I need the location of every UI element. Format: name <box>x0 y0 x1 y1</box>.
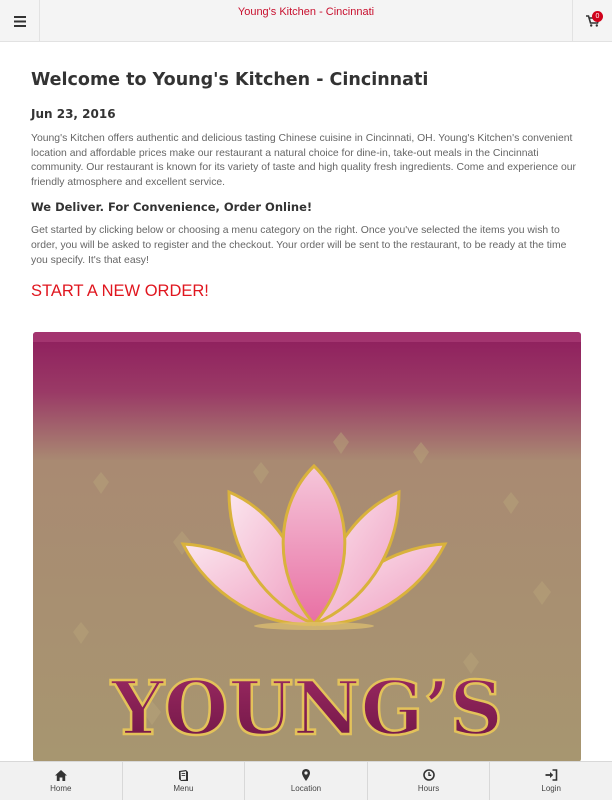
home-icon <box>55 769 67 781</box>
intro-paragraph: Young's Kitchen offers authentic and delicious tasting Chinese cuisine in Cincinnati, OH. Young's Kitchen's convenient location and affordable prices make our restaurant a natural choice for dine-in, take-out meals in the Cincinnati community. Our restaurant is known for its variety of taste and high quality fresh ingredients. Come and experience our friendly atmosphere and excellent service. <box>31 133 577 188</box>
site-title[interactable]: Young's Kitchen - Cincinnati <box>237 6 375 18</box>
post-date: Jun 23, 2016 <box>31 107 116 121</box>
cart-button[interactable] <box>572 0 612 42</box>
hamburger-icon <box>14 16 26 27</box>
young-logo-image <box>33 332 581 762</box>
page-title: Welcome to Young's Kitchen - Cincinnati <box>31 70 429 90</box>
start-order-link[interactable]: START A NEW ORDER! <box>31 282 209 301</box>
nav-hours[interactable] <box>368 762 491 800</box>
nav-login[interactable] <box>490 762 612 800</box>
nav-location[interactable] <box>245 762 368 800</box>
nav-login-label: Login <box>541 784 561 793</box>
nav-home[interactable] <box>0 762 123 800</box>
logo-text: YOUNG’S <box>111 666 503 752</box>
nav-home-label: Home <box>50 784 72 793</box>
sign-in-icon <box>545 769 558 781</box>
nav-hours-label: Hours <box>417 784 440 793</box>
book-icon <box>178 769 189 781</box>
main-content <box>31 68 582 301</box>
bottom-navigation <box>0 761 612 800</box>
menu-button[interactable] <box>0 0 40 42</box>
restaurant-banner <box>33 332 581 762</box>
instructions-paragraph: Get started by clicking below or choosing a menu category on the right. Once you've selected the items you wish to order, you will be asked to register and the checkout. Your order will be sent to the restaurant, to be ready at the time you specify. It's that easy! <box>31 225 567 266</box>
top-bar <box>0 0 612 42</box>
clock-icon <box>423 769 435 781</box>
nav-menu-label: Menu <box>173 784 194 793</box>
cart-count-badge: 0 <box>592 11 603 22</box>
nav-location-label: Location <box>290 784 322 793</box>
delivery-heading: We Deliver. For Convenience, Order Online! <box>31 200 313 215</box>
map-marker-icon <box>302 769 310 781</box>
nav-menu[interactable] <box>123 762 246 800</box>
